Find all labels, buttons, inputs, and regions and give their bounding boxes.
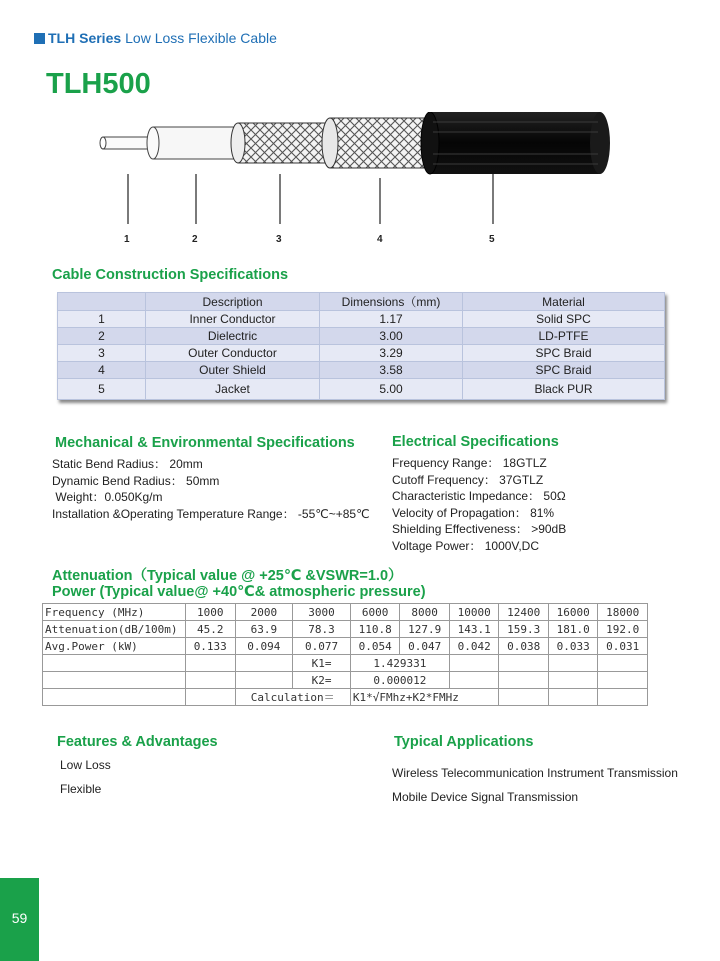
calculation-formula: K1*√FMhz+K2*FMHz bbox=[350, 689, 499, 706]
empty-cell bbox=[43, 672, 186, 689]
spec-line: Velocity of Propagation： 81% bbox=[392, 505, 555, 520]
mechanical-list bbox=[52, 456, 370, 522]
table-row bbox=[43, 638, 648, 655]
table-cell: Outer Conductor bbox=[146, 345, 320, 362]
empty-cell bbox=[598, 689, 648, 706]
mechanical-title: Mechanical & Environmental Specifications bbox=[55, 435, 355, 451]
empty-cell bbox=[43, 655, 186, 672]
table-row bbox=[43, 655, 648, 672]
table-cell: 8000 bbox=[400, 604, 450, 621]
table-cell: 0.054 bbox=[350, 638, 400, 655]
callout-2: 2 bbox=[192, 234, 198, 245]
callout-1: 1 bbox=[124, 234, 130, 245]
table-row bbox=[58, 362, 665, 379]
table-cell: 192.0 bbox=[598, 621, 648, 638]
table-cell: 1.17 bbox=[320, 311, 463, 328]
header-cell: Description bbox=[146, 293, 320, 311]
spec-line: Cutoff Frequency： 37GTLZ bbox=[392, 472, 544, 487]
empty-cell bbox=[235, 672, 293, 689]
table-cell: Black PUR bbox=[463, 379, 665, 400]
construction-title: Cable Construction Specifications bbox=[52, 267, 289, 283]
row-label: Attenuation(dB/100m) bbox=[43, 621, 186, 638]
table-cell: 0.047 bbox=[400, 638, 450, 655]
callout-3: 3 bbox=[276, 234, 282, 245]
table-cell: 143.1 bbox=[449, 621, 499, 638]
electrical-title: Electrical Specifications bbox=[392, 434, 559, 450]
empty-cell bbox=[449, 672, 499, 689]
table-cell: 5 bbox=[58, 379, 146, 400]
table-cell: 0.042 bbox=[449, 638, 499, 655]
spec-line: Weight：0.050Kg/m bbox=[52, 490, 163, 504]
empty-cell bbox=[548, 655, 598, 672]
spec-line: Static Bend Radius： 20mm bbox=[52, 457, 203, 471]
table-row bbox=[58, 328, 665, 345]
page-number: 59 bbox=[11, 910, 28, 926]
application-item: Wireless Telecommunication Instrument Transmission bbox=[392, 766, 678, 780]
empty-cell bbox=[43, 689, 186, 706]
attenuation-table bbox=[42, 603, 648, 706]
table-cell: 159.3 bbox=[499, 621, 549, 638]
table-cell: 1000 bbox=[186, 604, 236, 621]
series-header bbox=[34, 30, 277, 46]
table-cell: Inner Conductor bbox=[146, 311, 320, 328]
header-cell: Material bbox=[463, 293, 665, 311]
callout-lines bbox=[128, 174, 493, 224]
table-cell: 2000 bbox=[235, 604, 293, 621]
jacket-layer bbox=[421, 112, 610, 174]
model-title: TLH500 bbox=[46, 68, 151, 100]
k2-value: 0.000012 bbox=[350, 672, 449, 689]
header-cell: Dimensions（mm) bbox=[320, 293, 463, 311]
series-square-icon bbox=[34, 33, 45, 44]
table-cell: 63.9 bbox=[235, 621, 293, 638]
spec-line: Installation &Operating Temperature Range： -55℃~+85℃ bbox=[52, 506, 370, 521]
dielectric-layer bbox=[147, 127, 238, 159]
k1-label: K1= bbox=[293, 655, 351, 672]
table-row bbox=[58, 379, 665, 400]
feature-item: Flexible bbox=[60, 782, 102, 796]
table-cell: 10000 bbox=[449, 604, 499, 621]
table-row bbox=[43, 621, 648, 638]
application-item: Mobile Device Signal Transmission bbox=[392, 790, 579, 804]
empty-cell bbox=[499, 672, 549, 689]
empty-cell bbox=[598, 655, 648, 672]
empty-cell bbox=[548, 689, 598, 706]
table-cell: 110.8 bbox=[350, 621, 400, 638]
table-cell: 181.0 bbox=[548, 621, 598, 638]
table-cell: 1 bbox=[58, 311, 146, 328]
features-title: Features & Advantages bbox=[57, 734, 218, 750]
table-cell: 127.9 bbox=[400, 621, 450, 638]
empty-cell bbox=[499, 689, 549, 706]
inner-conductor-layer bbox=[100, 137, 153, 149]
table-cell: 5.00 bbox=[320, 379, 463, 400]
table-row bbox=[43, 604, 648, 621]
feature-item: Low Loss bbox=[60, 758, 111, 772]
attenuation-title: Attenuation（Typical value @ +25℃ &VSWR=1.0） bbox=[52, 568, 403, 584]
spec-line: Voltage Power： 1000V,DC bbox=[392, 538, 539, 553]
empty-cell bbox=[598, 672, 648, 689]
empty-cell bbox=[499, 655, 549, 672]
table-row bbox=[43, 689, 648, 706]
table-row bbox=[58, 345, 665, 362]
table-cell: 3.58 bbox=[320, 362, 463, 379]
table-cell: 4 bbox=[58, 362, 146, 379]
construction-table bbox=[57, 292, 665, 400]
table-cell: 3.29 bbox=[320, 345, 463, 362]
empty-cell bbox=[186, 655, 236, 672]
outer-conductor-braid bbox=[231, 123, 330, 163]
callout-4: 4 bbox=[377, 234, 383, 245]
table-cell: SPC Braid bbox=[463, 362, 665, 379]
k2-label: K2= bbox=[293, 672, 351, 689]
table-cell: 3.00 bbox=[320, 328, 463, 345]
table-cell: 0.077 bbox=[293, 638, 351, 655]
table-cell: SPC Braid bbox=[463, 345, 665, 362]
empty-cell bbox=[186, 672, 236, 689]
spec-line: Dynamic Bend Radius： 50mm bbox=[52, 473, 220, 488]
empty-cell bbox=[548, 672, 598, 689]
empty-cell bbox=[186, 689, 236, 706]
cable-construction-diagram bbox=[98, 112, 618, 247]
table-cell: 3 bbox=[58, 345, 146, 362]
k1-value: 1.429331 bbox=[350, 655, 449, 672]
table-cell: 0.033 bbox=[548, 638, 598, 655]
table-cell: 78.3 bbox=[293, 621, 351, 638]
table-cell: 16000 bbox=[548, 604, 598, 621]
callout-5: 5 bbox=[489, 234, 495, 245]
table-cell: Solid SPC bbox=[463, 311, 665, 328]
calculation-label: Calculation＝ bbox=[235, 689, 350, 706]
table-row bbox=[58, 311, 665, 328]
table-cell: 0.094 bbox=[235, 638, 293, 655]
empty-cell bbox=[235, 655, 293, 672]
empty-cell bbox=[449, 655, 499, 672]
electrical-list bbox=[392, 455, 566, 554]
table-cell: 0.133 bbox=[186, 638, 236, 655]
table-header-row bbox=[58, 293, 665, 311]
table-row bbox=[43, 672, 648, 689]
spec-line: Characteristic Impedance： 50Ω bbox=[392, 489, 566, 503]
table-cell: 6000 bbox=[350, 604, 400, 621]
series-label: TLH Series bbox=[48, 30, 122, 46]
table-cell: 12400 bbox=[499, 604, 549, 621]
table-cell: Outer Shield bbox=[146, 362, 320, 379]
table-cell: 0.031 bbox=[598, 638, 648, 655]
table-cell: 45.2 bbox=[186, 621, 236, 638]
row-label: Avg.Power (kW) bbox=[43, 638, 186, 655]
power-title: Power (Typical value@ +40℃& atmospheric pressure) bbox=[52, 584, 426, 600]
row-label: Frequency (MHz) bbox=[43, 604, 186, 621]
table-cell: 2 bbox=[58, 328, 146, 345]
spec-line: Shielding Effectiveness： >90dB bbox=[392, 522, 567, 536]
spec-line: Frequency Range： 18GTLZ bbox=[392, 456, 547, 470]
applications-title: Typical Applications bbox=[394, 734, 534, 750]
outer-shield-braid bbox=[322, 118, 430, 168]
header-cell bbox=[58, 293, 146, 311]
table-cell: 0.038 bbox=[499, 638, 549, 655]
table-cell: 18000 bbox=[598, 604, 648, 621]
table-cell: Jacket bbox=[146, 379, 320, 400]
series-description: Low Loss Flexible Cable bbox=[125, 30, 277, 46]
table-cell: Dielectric bbox=[146, 328, 320, 345]
table-cell: LD-PTFE bbox=[463, 328, 665, 345]
table-cell: 3000 bbox=[293, 604, 351, 621]
